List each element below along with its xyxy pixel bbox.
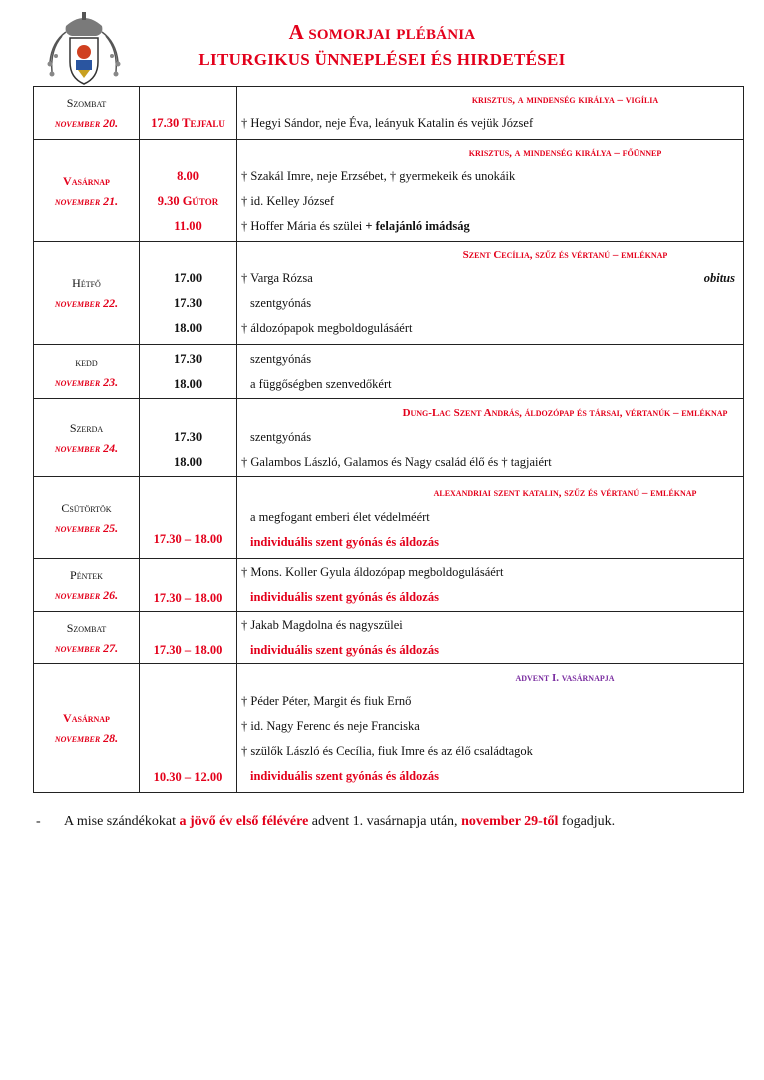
- day-date: november 27.: [54, 640, 119, 655]
- intention-entry: † Galambos László, Galamos és Nagy család élő és † tagjaiért: [241, 454, 552, 469]
- entries-cell: [237, 477, 744, 559]
- day-cell: [34, 477, 140, 559]
- mass-time: 17.30: [173, 296, 203, 310]
- intention-entry: † id. Nagy Ferenc és neje Franciska: [241, 718, 420, 733]
- day-cell: [34, 664, 140, 793]
- mass-time: 17.30: [173, 429, 203, 444]
- intention-entry: [237, 266, 743, 291]
- obitus-label: obitus: [703, 271, 735, 285]
- mass-intention-notice: [36, 814, 756, 830]
- intention-entry: [237, 214, 743, 239]
- notice-text: A mise szándékokat: [64, 814, 180, 829]
- page-title: A somorjai plébánia: [288, 20, 476, 44]
- intention-entry: szentgyónás: [250, 429, 312, 444]
- entries-cell: [237, 612, 744, 664]
- day-name: Péntek: [70, 568, 103, 582]
- time-cell: [140, 242, 237, 345]
- time-cell: [140, 345, 237, 399]
- mass-time: 17.30 – 18.00: [153, 643, 223, 657]
- day-name: Szombat: [66, 96, 107, 110]
- entries-cell: [237, 87, 744, 140]
- mass-time: 18.00: [173, 454, 203, 469]
- day-date: november 25.: [54, 520, 119, 535]
- notice-bullet: -: [36, 814, 41, 829]
- day-name: Szombat: [66, 620, 107, 635]
- mass-time: 18.00: [173, 321, 203, 335]
- day-date: november 23.: [54, 374, 119, 389]
- confession-entry: individuális szent gyónás és áldozás: [250, 590, 439, 604]
- day-date: november 26.: [54, 588, 119, 602]
- time-cell: [140, 664, 237, 793]
- notice-highlight-period: a jövő év első félévére: [179, 814, 309, 829]
- intention-entry: szentgyónás: [250, 351, 312, 366]
- confession-entry: individuális szent gyónás és áldozás: [250, 768, 439, 783]
- offering-prayer-text: + felajánló imádság: [362, 218, 470, 233]
- confession-entry: individuális szent gyónás és áldozás: [250, 534, 439, 549]
- table-row: [34, 612, 744, 664]
- mass-time: 11.00: [174, 218, 202, 233]
- day-cell: [34, 140, 140, 242]
- entries-cell: [237, 345, 744, 399]
- day-name: Hétfő: [72, 276, 101, 290]
- intention-entry: a megfogant emberi élet védelméért: [250, 509, 430, 524]
- day-name: Vasárnap: [63, 711, 110, 725]
- time-cell: [140, 559, 237, 612]
- intention-entry: † Mons. Koller Gyula áldozópap megboldogulásáért: [241, 565, 504, 579]
- intention-entry: † áldozópapok megboldogulásáért: [241, 321, 413, 335]
- intention-entry: szentgyónás: [250, 296, 312, 310]
- feast-header: krisztus, a mindenség királya – vigília: [471, 94, 659, 106]
- table-row: [34, 399, 744, 477]
- day-name: Csütörtök: [61, 500, 112, 515]
- feast-header: advent I. vasárnapja: [515, 671, 615, 684]
- table-row: [34, 87, 744, 140]
- mass-time: 10.30 – 12.00: [153, 770, 223, 784]
- notice-text: advent 1. vasárnapja után,: [308, 814, 462, 829]
- mass-time: 17.30 – 18.00: [153, 591, 223, 605]
- mass-time: 8.00: [177, 168, 199, 183]
- mass-time: 18.00: [173, 376, 203, 391]
- time-cell: [140, 477, 237, 559]
- day-name: Vasárnap: [63, 173, 110, 188]
- notice-text: fogadjuk.: [558, 814, 616, 829]
- table-row: [34, 559, 744, 612]
- day-date: november 21.: [54, 193, 119, 208]
- intention-entry: † Péder Péter, Margit és fiuk Ernő: [241, 693, 412, 708]
- day-cell: [34, 87, 140, 140]
- feast-header: krisztus, a mindenség királya – főünnep: [468, 146, 662, 159]
- mass-time: 17.30: [173, 351, 203, 366]
- mass-time: 9.30 Gútor: [157, 193, 219, 208]
- table-row: [34, 664, 744, 793]
- day-name: Szerda: [69, 420, 104, 435]
- day-cell: [34, 559, 140, 612]
- notice-highlight-date: november 29-től: [461, 814, 559, 829]
- mass-time: 17.30 Tejfalu: [151, 116, 225, 130]
- page-subtitle: LITURGIKUS ÜNNEPLÉSEI ÉS HIRDETÉSEI: [198, 50, 566, 69]
- feast-header: Szent Cecília, szűz és vértanú – emléknap: [462, 249, 668, 261]
- day-cell: [34, 399, 140, 477]
- entries-cell: [237, 242, 744, 345]
- time-cell: [140, 140, 237, 242]
- intention-text: † Hoffer Mária és szülei: [241, 218, 363, 233]
- mass-time: 17.30 – 18.00: [153, 532, 223, 546]
- confession-entry: individuális szent gyónás és áldozás: [250, 642, 439, 657]
- day-cell: [34, 345, 140, 399]
- table-row: [34, 477, 744, 559]
- day-cell: [34, 242, 140, 345]
- table-row: [34, 242, 744, 345]
- table-row: [34, 140, 744, 242]
- intention-entry: a függőségben szenvedőkért: [250, 376, 392, 391]
- day-date: november 20.: [54, 116, 119, 130]
- feast-header: Dung-Lac Szent András, áldozópap és társai, vértanúk – emléknap: [402, 406, 728, 419]
- day-cell: [34, 612, 140, 664]
- intention-entry: † id. Kelley József: [241, 193, 335, 208]
- intention-entry: † szülők László és Cecília, fiuk Imre és az élő családtagok: [241, 743, 533, 758]
- intention-entry: † Szakál Imre, neje Erzsébet, † gyermekeik és unokáik: [241, 168, 516, 183]
- day-date: november 22.: [54, 296, 119, 310]
- entries-cell: [237, 399, 744, 477]
- time-cell: [140, 399, 237, 477]
- day-name: kedd: [75, 354, 98, 369]
- time-cell: [140, 612, 237, 664]
- feast-header: alexandriai szent katalin, szűz és vértanú – emléknap: [433, 486, 697, 499]
- time-cell: [140, 87, 237, 140]
- intention-text: † Varga Rózsa: [241, 271, 313, 285]
- day-date: november 28.: [54, 731, 119, 745]
- entries-cell: [237, 140, 744, 242]
- entries-cell: [237, 559, 744, 612]
- schedule-table: [33, 86, 744, 793]
- table-row: [34, 345, 744, 399]
- mass-time: 17.00: [173, 271, 203, 285]
- entries-cell: [237, 664, 744, 793]
- day-date: november 24.: [54, 440, 119, 455]
- intention-entry: † Hegyi Sándor, neje Éva, leányuk Katalin és vejük József: [241, 116, 534, 130]
- intention-entry: † Jakab Magdolna és nagyszülei: [241, 617, 403, 632]
